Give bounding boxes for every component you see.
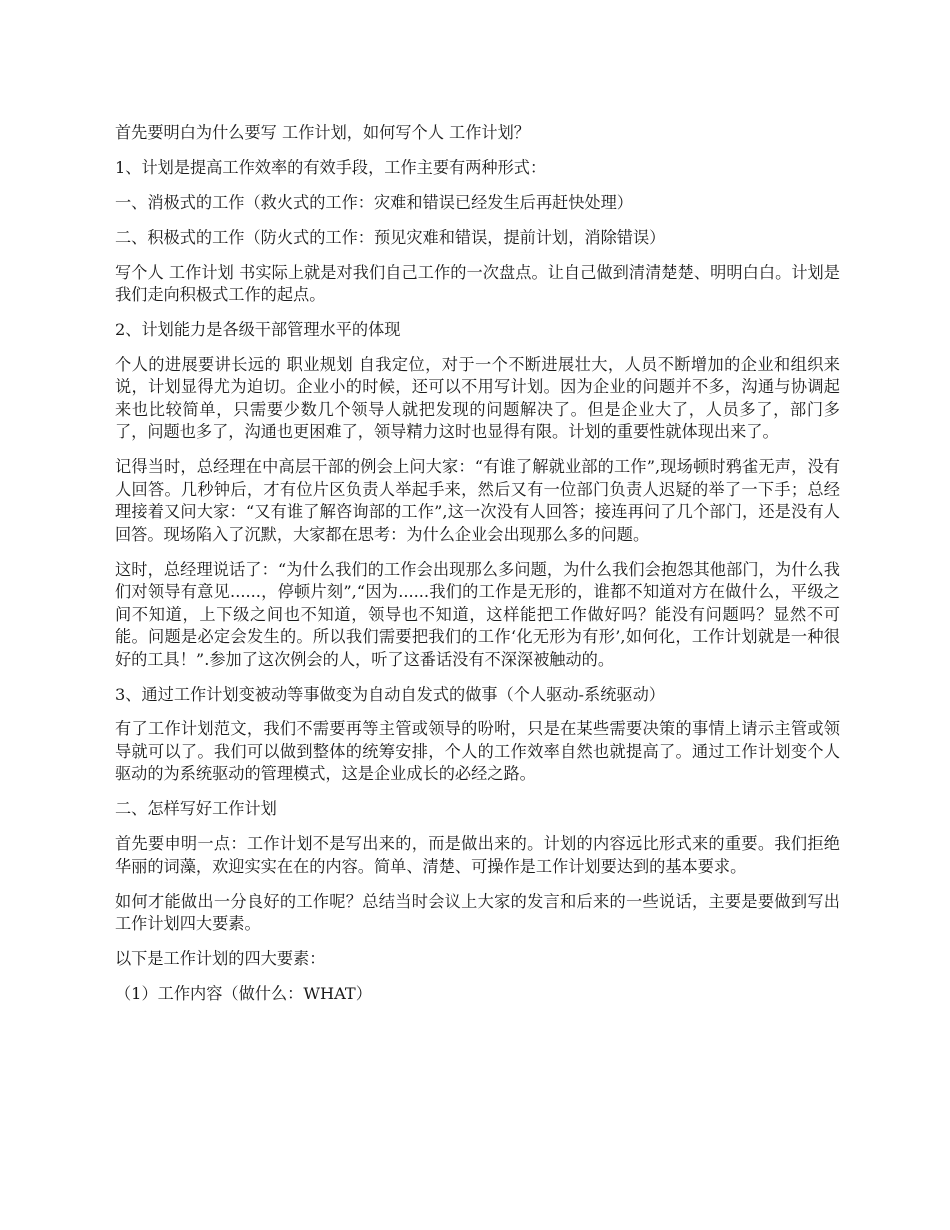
body-paragraph: 记得当时，总经理在中高层干部的例会上问大家：“有谁了解就业部的工作”,现场顿时鸦雀无声，没有人回答。几秒钟后，才有位片区负责人举起手来，然后又有一位部门负责人迟疑的举了一下手；总经理接着又问大家：“又有谁了解咨询部的工作”,这一次没有人回答；接连再问了几个部门，还是没有人回答。现场陷入了沉默，大家都在思考：为什么企业会出现那么多的问题。 — [115, 457, 840, 544]
body-paragraph: 这时，总经理说话了：“为什么我们的工作会出现那么多问题，为什么我们会抱怨其他部门，为什么我们对领导有意见......，停顿片刻”,“因为......我们的工作是无形的，谁都不知道对方在做什么，平级之间不知道，上下级之间也不知道，领导也不知道，这样能把工作做好吗？能没有问题吗？显然不可能。问题是必定会发生的。所以我们需要把我们的工作‘化无形为有形’,如何化，工作计划就是一种很好的工具！”.参加了这次例会的人，听了这番话没有不深深被触动的。 — [115, 559, 840, 669]
passive-work-item: 一、消极式的工作（救火式的工作：灾难和错误已经发生后再赶快处理） — [115, 192, 633, 212]
body-paragraph: 首先要申明一点：工作计划不是写出来的，而是做出来的。计划的内容远比形式来的重要。我们拒绝华丽的词藻，欢迎实实在在的内容。简单、清楚、可操作是工作计划要达到的基本要求。 — [115, 834, 840, 876]
body-paragraph: 有了工作计划范文，我们不需要再等主管或领导的吩咐，只是在某些需要决策的事情上请示主管或领导就可以了。我们可以做到整体的统筹安排，个人的工作效率自然也就提高了。通过工作计划变个人驱动的为系统驱动的管理模式，这是企业成长的必经之路。 — [115, 719, 840, 784]
four-elements-intro: 以下是工作计划的四大要素： — [115, 948, 326, 968]
body-paragraph: 写个人 工作计划 书实际上就是对我们自己工作的一次盘点。让自己做到清清楚楚、明明白白。计划是我们走向积极式工作的起点。 — [115, 262, 840, 305]
document-page — [115, 122, 840, 1005]
body-paragraph: 如何才能做出一分良好的工作呢？总结当时会议上大家的发言和后来的一些说话，主要是要做到写出工作计划四大要素。 — [115, 891, 840, 934]
section-2-heading: 2、计划能力是各级干部管理水平的体现 — [115, 319, 401, 339]
how-to-write-heading: 二、怎样写好工作计划 — [115, 799, 277, 819]
body-paragraph: 个人的进展要讲长远的 职业规划 自我定位，对于一个不断进展壮大，人员不断增加的企业和组织来说，计划显得尤为迫切。企业小的时候，还可以不用写计划。因为企业的问题并不多，沟通与协调起来也比较简单，只需要少数几个领导人就把发现的问题解决了。但是企业大了，人员多了，部门多了，问题也多了，沟通也更困难了，领导精力这时也显得有限。计划的重要性就体现出来了。 — [115, 354, 840, 442]
active-work-item: 二、积极式的工作（防火式的工作：预见灾难和错误，提前计划，消除错误） — [115, 227, 666, 247]
question-heading: 首先要明白为什么要写 工作计划，如何写个人 工作计划？ — [115, 123, 530, 142]
element-1-item: （1）工作内容（做什么：WHAT） — [115, 983, 372, 1003]
section-3-heading: 3、通过工作计划变被动等事做变为自动自发式的做事（个人驱动-系统驱动） — [115, 684, 665, 704]
section-1-heading: 1、计划是提高工作效率的有效手段，工作主要有两种形式： — [115, 157, 547, 177]
